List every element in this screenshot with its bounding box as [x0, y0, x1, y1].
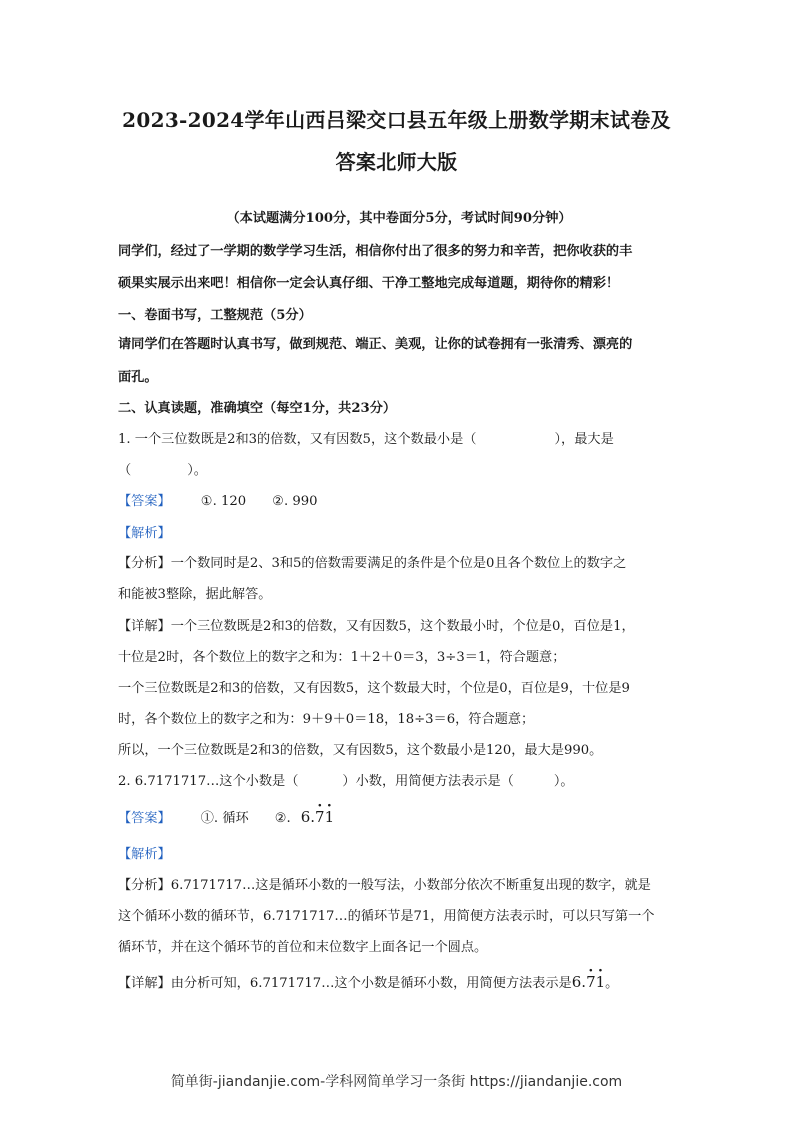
q2-answer-1: ①. 循环: [200, 811, 249, 826]
q2-xiangjie-1: 由分析可知，6.7171717…这个小数是循环小数，用简便方法表示是: [170, 976, 572, 991]
q2-stem-b: ）小数，用简便方法表示是（: [342, 774, 514, 789]
q1-answer-line: [118, 490, 680, 509]
q1-analysis-tag: 【解析】: [118, 526, 171, 541]
q2-answer-line: [118, 804, 680, 830]
q1-answer-2: ②. 990: [272, 494, 318, 509]
q1-analysis-line: [118, 522, 680, 541]
q2-fenxi-1: 6.7171717…这是循环小数的一般写法，小数部分依次不断重复出现的数字，就是: [170, 878, 651, 893]
q2-answer-tag: 【答案】: [118, 811, 171, 826]
intro-line-2: 硕果实展示出来吧！相信你一定会认真仔细、干净工整地完成每道题，期待你的精彩！: [118, 276, 620, 291]
q1-fenxi-1: 一个数同时是2、3和5的倍数需要满足的条件是个位是0且各个数位上的数字之: [170, 556, 627, 571]
q1-answer-1: ①. 120: [200, 494, 247, 509]
exam-note: （本试题满分100分，其中卷面分5分，考试时间90分钟）: [226, 211, 572, 226]
title-line-1: 2023-2024学年山西吕梁交口县五年级上册数学期末试卷及: [122, 108, 671, 132]
q2-answer-dotted-digit-2: · 1: [325, 804, 335, 830]
section1-line-1: 请同学们在答题时认真书写，做到规范、端正、美观，让你的试卷拥有一张清秀、漂亮的: [118, 337, 633, 352]
q1-stem-line-1: [118, 428, 680, 447]
q2-analysis-tag: 【解析】: [118, 847, 171, 862]
q1-stem-c: （: [118, 463, 132, 478]
q2-stem-c: ）。: [553, 774, 574, 789]
q2-analysis-line: [118, 843, 680, 862]
q2-fenxi-tag: 【分析】: [118, 878, 171, 893]
q1-xiangjie-line-2: 十位是2时，各个数位上的数字之和为：1＋2＋0＝3，3÷3＝1，符合题意；: [118, 650, 566, 665]
q2-stem-a: 2. 6.7171717…这个小数是（: [118, 774, 299, 789]
q1-stem-line-2: [118, 459, 680, 478]
section1-heading: 一、卷面书写，工整规范（5分）: [118, 308, 312, 323]
q2-xiangjie-end: 。: [605, 976, 619, 991]
q2-xiangjie-line: [118, 969, 680, 995]
q1-xiangjie-1: 一个三位数既是2和3的倍数，又有因数5，这个数最小时，个位是0，百位是1，: [170, 619, 635, 634]
q2-fenxi-line-1: [118, 874, 680, 893]
intro-line-1: 同学们，经过了一学期的数学学习生活，相信你付出了很多的努力和辛苦，把你收获的丰: [118, 244, 633, 259]
title-line-2: 答案北师大版: [335, 150, 458, 174]
q2-xiangjie-dotted-digit-1: · 7: [586, 969, 596, 995]
q1-answer-tag: 【答案】: [118, 494, 171, 509]
q2-stem-line: [118, 770, 680, 789]
q1-xiangjie-tag: 【详解】: [118, 619, 171, 634]
q1-fenxi-line-2: 和能被3整除，据此解答。: [118, 587, 272, 602]
q2-answer-recurring-decimal: [301, 804, 334, 830]
q1-fenxi-tag: 【分析】: [118, 556, 171, 571]
q2-xiangjie-prefix: 6.: [571, 973, 587, 991]
section1-line-2: 面孔。: [118, 370, 158, 385]
q1-xiangjie-line-5: 所以，一个三位数既是2和3的倍数，又有因数5，这个数最小是120，最大是990。: [118, 743, 603, 758]
q1-xiangjie-line-3: 一个三位数既是2和3的倍数，又有因数5，这个数最大时，个位是0，百位是9，十位是9: [118, 681, 630, 696]
q1-stem-b: ），最大是: [554, 432, 614, 447]
q1-stem-a: 1. 一个三位数既是2和3的倍数，又有因数5，这个数最小是（: [118, 432, 477, 447]
q2-answer-dotted-digit-1: · 7: [315, 804, 325, 830]
q2-fenxi-line-2: 这个循环小数的循环节，6.7171717…的循环节是71，用简便方法表示时，可以只写第一个: [118, 909, 655, 924]
q1-fenxi-line-1: [118, 552, 680, 571]
section2-heading: 二、认真读题，准确填空（每空1分，共23分）: [118, 401, 397, 416]
q2-xiangjie-tag: 【详解】: [118, 976, 171, 991]
q2-answer-prefix: 6.: [300, 808, 316, 826]
q1-xiangjie-line-1: [118, 615, 680, 634]
q2-fenxi-line-3: 循环节，并在这个循环节的首位和末位数字上面各记一个圆点。: [118, 940, 488, 955]
q2-answer-2-label: ②.: [274, 811, 291, 826]
q2-xiangjie-dotted-digit-2: · 1: [596, 969, 606, 995]
q1-stem-d: ）。: [187, 463, 207, 478]
footer-watermark: 简单街-jiandanjie.com-学科网简单学习一条街 https://jiandanjie.com: [170, 1074, 623, 1090]
q2-xiangjie-recurring-decimal: [572, 969, 605, 995]
q1-xiangjie-line-4: 时，各个数位上的数字之和为：9＋9＋0＝18，18÷3＝6，符合题意；: [118, 712, 535, 727]
